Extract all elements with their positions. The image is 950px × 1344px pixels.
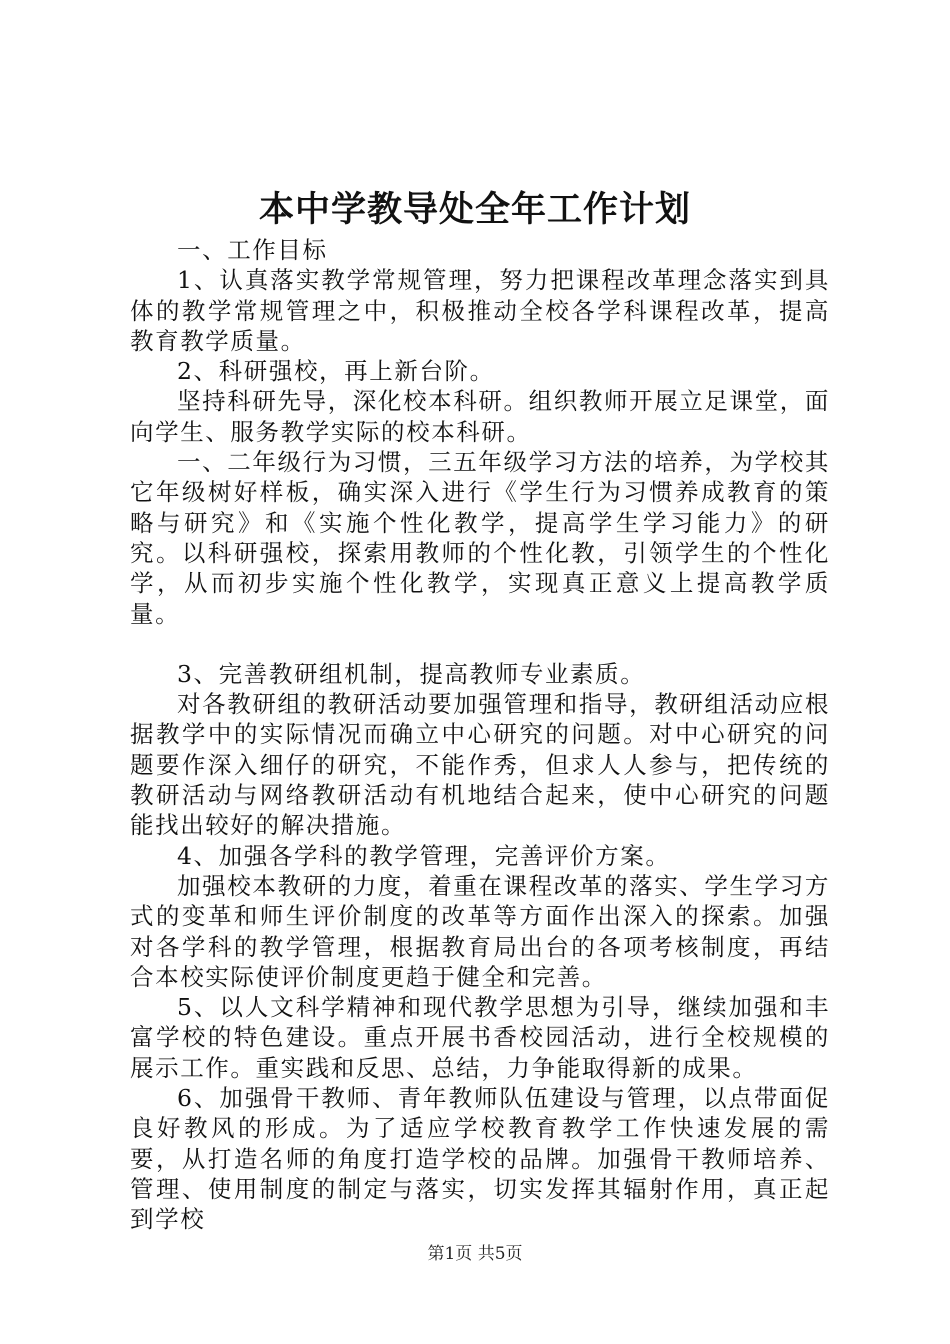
paragraph-item-3: 3、完善教研组机制，提高教师专业素质。 bbox=[177, 659, 646, 688]
document-title: 本中学教导处全年工作计划 bbox=[258, 189, 691, 230]
paragraph-item-6: 6、加强骨干教师、青年教师队伍建设与管理，以点带面促良好教风的形成。为了适应学校教育教学工作快速发展的需要，从打造名师的角度打造学校的品牌。加强骨干教师培养、管理、使用制度的制定与落实，切实发挥其辐射作用，真正起到学校 bbox=[130, 1084, 830, 1234]
section-heading-goals: 一、工作目标 bbox=[177, 236, 328, 264]
paragraph-item-4: 4、加强各学科的教学管理，完善评价方案。 bbox=[177, 841, 671, 870]
page-number-footer: 第1页 共5页 bbox=[427, 1244, 523, 1264]
paragraph-item-5: 5、以人文科学精神和现代教学思想为引导，继续加强和丰富学校的特色建设。重点开展书香校园活动，进行全校规模的展示工作。重实践和反思、总结，力争能取得新的成果。 bbox=[130, 993, 830, 1082]
paragraph-item-1: 1、认真落实教学常规管理，努力把课程改革理念落实到具体的教学常规管理之中，积极推动全校各学科课程改革，提高教育教学质量。 bbox=[130, 266, 830, 355]
paragraph-evaluation: 加强校本教研的力度，着重在课程改革的落实、学生学习方式的变革和师生评价制度的改革等方面作出深入的探索。加强对各学科的教学管理，根据教育局出台的各项考核制度，再结合本校实际使评价制度更趋于健全和完善。 bbox=[130, 871, 830, 991]
paragraph-research-intro: 坚持科研先导，深化校本科研。组织教师开展立足课堂，面向学生、服务教学实际的校本科研。 bbox=[130, 387, 830, 446]
paragraph-item-2: 2、科研强校，再上新台阶。 bbox=[177, 357, 495, 386]
document-body bbox=[130, 235, 830, 1235]
paragraph-research-detail: 一、二年级行为习惯，三五年级学习方法的培养，为学校其它年级树好样板，确实深入进行《学生行为习惯养成教育的策略与研究》和《实施个性化教学，提高学生学习能力》的研究。以科研强校，探索用教师的个性化教，引领学生的个性化学，从而初步实施个性化教学，实现真正意义上提高教学质量。 bbox=[130, 448, 830, 628]
paragraph-teaching-research: 对各教研组的教研活动要加强管理和指导，教研组活动应根据教学中的实际情况而确立中心研究的问题。对中心研究的问题要作深入细仔的研究，不能作秀，但求人人参与，把传统的教研活动与网络教研活动有机地结合起来，使中心研究的问题能找出较好的解决措施。 bbox=[130, 690, 830, 840]
